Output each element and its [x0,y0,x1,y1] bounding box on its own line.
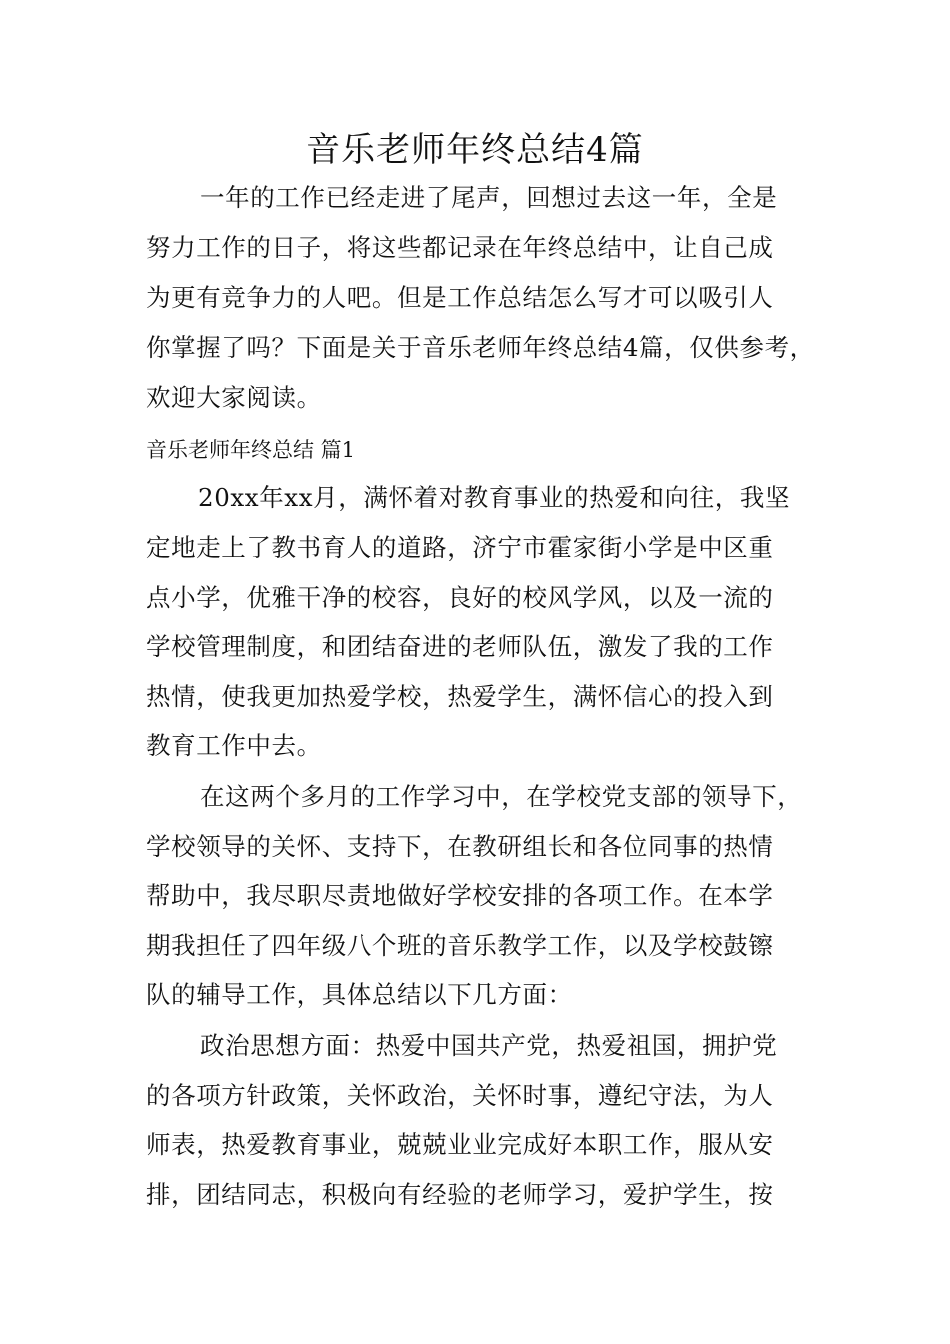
paragraph-line: 政治思想方面：热爱中国共产党，热爱祖国，拥护党 [200,1031,778,1060]
paragraph-line: 教育工作中去。 [146,731,322,760]
paragraph-line: 你掌握了吗？下面是关于音乐老师年终总结4篇，仅供参考， [146,333,815,362]
paragraph-line: 学校领导的关怀、支持下，在教研组长和各位同事的热情 [146,832,774,861]
section-heading: 音乐老师年终总结 篇1 [146,438,356,462]
paragraph-line: 在这两个多月的工作学习中，在学校党支部的领导下， [200,782,803,811]
paragraph-line: 帮助中，我尽职尽责地做好学校安排的各项工作。在本学 [146,881,774,910]
paragraph-line: 学校管理制度，和团结奋进的老师队伍，激发了我的工作 [146,632,774,661]
paragraph-line: 定地走上了教书育人的道路，济宁市霍家街小学是中区重 [146,533,774,562]
paragraph-line: 排，团结同志，积极向有经验的老师学习，爱护学生，按 [146,1180,774,1209]
paragraph-line: 热情，使我更加热爱学校，热爱学生，满怀信心的投入到 [146,682,774,711]
paragraph-line: 点小学，优雅干净的校容，良好的校风学风，以及一流的 [146,583,774,612]
paragraph-line: 期我担任了四年级八个班的音乐教学工作，以及学校鼓镲 [146,931,774,960]
paragraph-line: 的各项方针政策，关怀政治，关怀时事，遵纪守法，为人 [146,1081,774,1110]
paragraph-line: 努力工作的日子，将这些都记录在年终总结中，让自己成 [146,233,774,262]
paragraph-line: 为更有竞争力的人吧。但是工作总结怎么写才可以吸引人 [146,283,774,312]
paragraph-line: 20xx年xx月，满怀着对教育事业的热爱和向往，我坚 [198,483,791,512]
paragraph-line: 师表，热爱教育事业，兢兢业业完成好本职工作，服从安 [146,1130,774,1159]
paragraph-line: 欢迎大家阅读。 [146,383,322,412]
paragraph-line: 一年的工作已经走进了尾声，回想过去这一年，全是 [200,183,778,212]
document-title: 音乐老师年终总结4篇 [306,130,644,170]
paragraph-line: 队的辅导工作，具体总结以下几方面： [146,980,573,1009]
